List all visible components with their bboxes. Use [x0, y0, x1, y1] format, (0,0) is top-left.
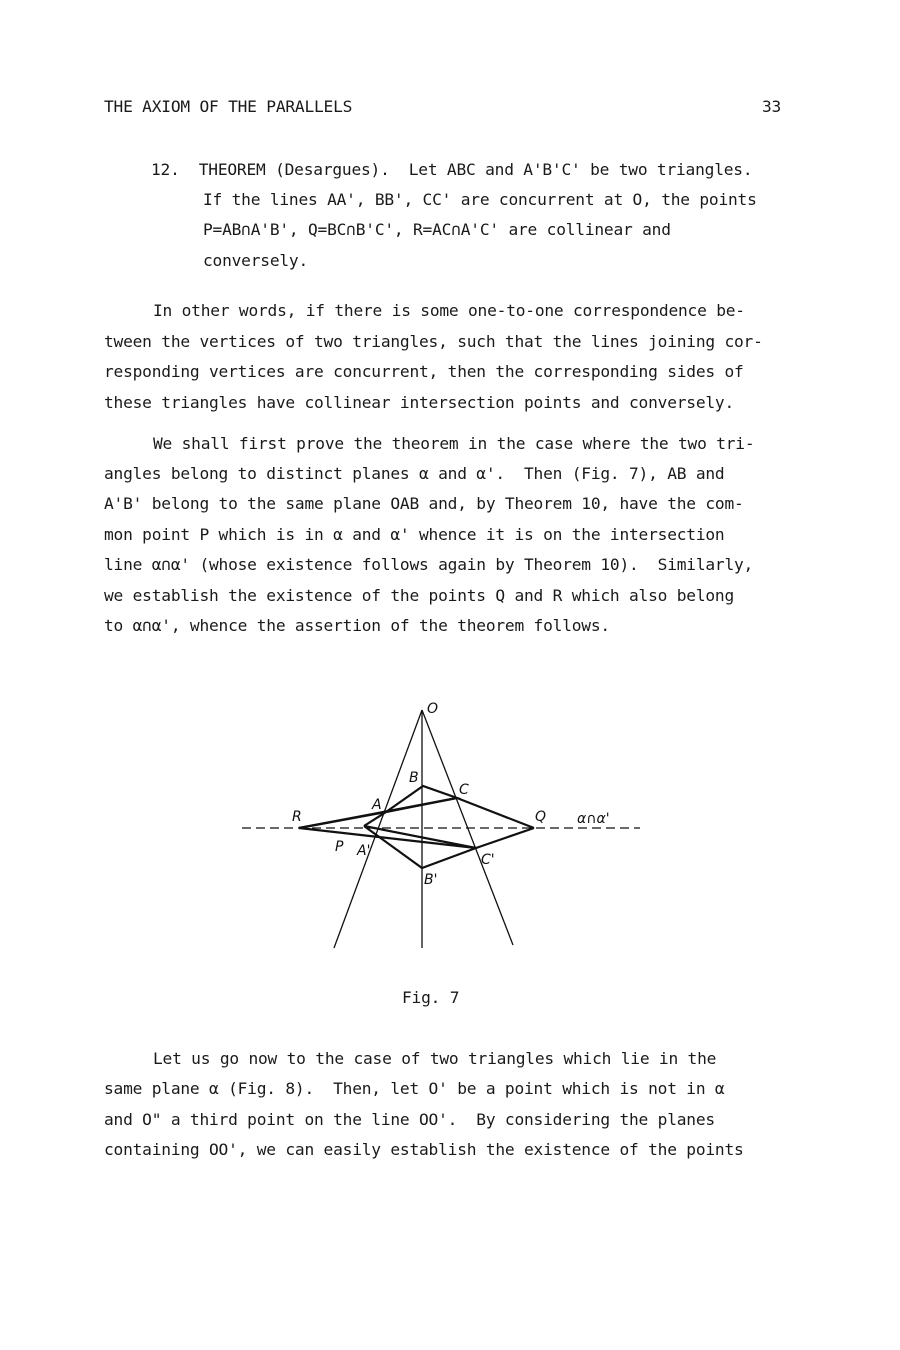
theorem-line-2: If the lines AA', BB', CC' are concurrent at O, the points [203, 190, 757, 209]
theorem-line-4: conversely. [203, 251, 309, 270]
label-q: Q [535, 809, 547, 825]
paragraph3-line-2: same plane α (Fig. 8). Then, let O' be a point which is not in α [104, 1079, 725, 1098]
paragraph2-line-5: line α∩α' (whose existence follows again by Theorem 10). Similarly, [104, 555, 754, 574]
label-c: C [459, 782, 469, 798]
page-number: 33 [762, 97, 782, 116]
label-a-prime: A' [357, 843, 371, 859]
paragraph1-line-2: tween the vertices of two triangles, such that the lines joining cor- [104, 332, 763, 351]
figure-caption: Fig. 7 [402, 988, 460, 1007]
label-alpha-intersection: α∩α' [577, 811, 610, 827]
theorem-line-3: P=AB∩A'B', Q=BC∩B'C', R=AC∩A'C' are collinear and [203, 220, 671, 239]
theorem-line-1: 12. THEOREM (Desargues). Let ABC and A'B'C' be two triangles. [151, 160, 753, 179]
label-r: R [292, 809, 302, 825]
label-a: A [372, 797, 382, 813]
paragraph2-line-2: angles belong to distinct planes α and α'. Then (Fig. 7), AB and [104, 464, 725, 483]
paragraph1-line-3: responding vertices are concurrent, then the corresponding sides of [104, 362, 744, 381]
label-b: B [409, 770, 419, 786]
paragraph1-line-4: these triangles have collinear intersection points and conversely. [104, 393, 735, 412]
paragraph2-line-7: to α∩α', whence the assertion of the theorem follows. [104, 616, 610, 635]
paragraph2-line-4: mon point P which is in α and α' whence it is on the intersection [104, 525, 725, 544]
running-header-title: THE AXIOM OF THE PARALLELS [104, 97, 353, 116]
paragraph2-line-1: We shall first prove the theorem in the case where the two tri- [153, 434, 755, 453]
paragraph3-line-3: and O" a third point on the line OO'. By considering the planes [104, 1110, 715, 1129]
paragraph3-line-4: containing OO', we can easily establish the existence of the points [104, 1140, 744, 1159]
line-c2q [476, 828, 534, 848]
label-o: O [427, 701, 439, 717]
label-b-prime: B' [424, 872, 438, 888]
line-cq [457, 798, 534, 828]
paragraph2-line-3: A'B' belong to the same plane OAB and, by Theorem 10, have the com- [104, 494, 744, 513]
label-c-prime: C' [481, 852, 495, 868]
paragraph1-line-1: In other words, if there is some one-to-one correspondence be- [153, 301, 745, 320]
paragraph3-line-1: Let us go now to the case of two triangles which lie in the [153, 1049, 717, 1068]
label-p: P [335, 839, 344, 855]
paragraph2-line-6: we establish the existence of the points Q and R which also belong [104, 586, 735, 605]
